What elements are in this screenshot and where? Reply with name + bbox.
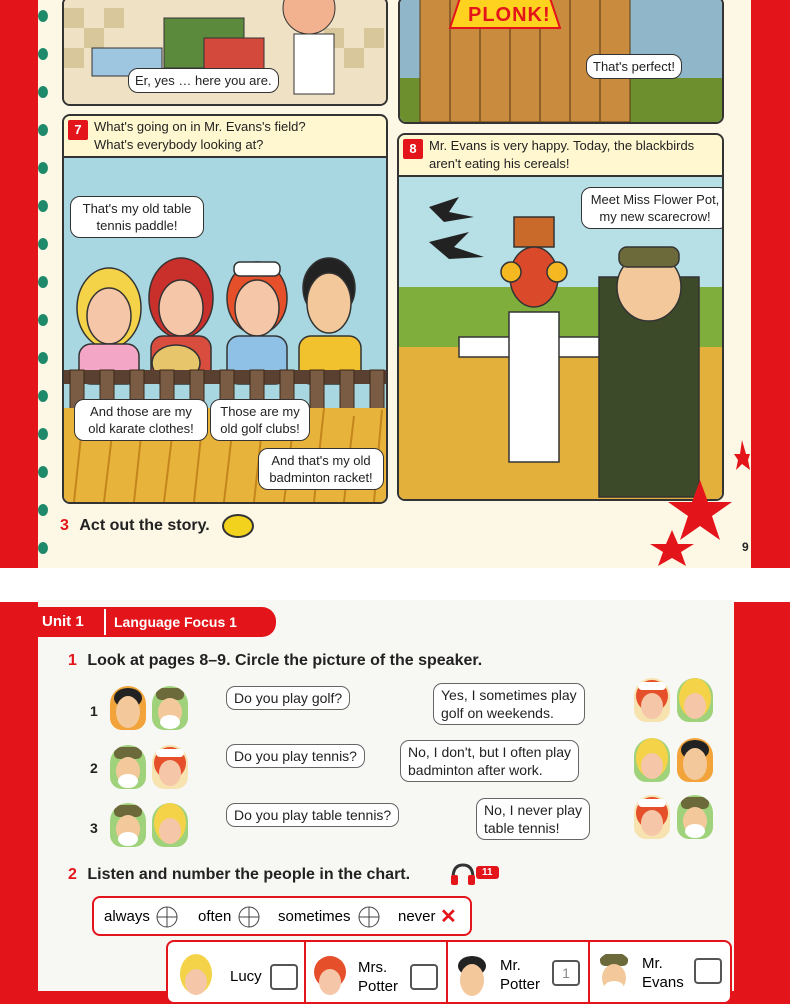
bubble-line: And that's my old	[271, 453, 371, 468]
legend-often-label: often	[198, 908, 232, 925]
avatar-lucy[interactable]	[677, 678, 713, 722]
chart-cell-mr-evans	[588, 942, 730, 1002]
page-gap	[0, 568, 790, 602]
avatar-mr-evans[interactable]	[110, 745, 146, 789]
panel-number: 8	[403, 139, 423, 159]
question-bubble: Do you play tennis?	[226, 744, 365, 768]
golf-speech-bubble	[210, 399, 310, 441]
ring-icon	[38, 200, 48, 212]
answer-box[interactable]: 1	[552, 960, 580, 986]
row-number: 2	[90, 760, 98, 776]
exercise2-instruction	[68, 866, 410, 884]
avatar-mrs-potter[interactable]	[634, 795, 670, 839]
name-line: Evans	[642, 974, 684, 991]
name-line: Mrs.	[358, 959, 388, 976]
exercise1-instruction	[68, 652, 482, 670]
chart-cell-mr-potter	[446, 942, 590, 1002]
avatar-mr-evans[interactable]	[110, 803, 146, 847]
question-bubble: Do you play golf?	[226, 686, 350, 710]
ring-icon	[38, 428, 48, 440]
comic-panel-6	[62, 0, 388, 106]
ring-icon	[38, 276, 48, 288]
badminton-speech-bubble	[258, 448, 384, 490]
person-name	[500, 956, 540, 994]
avatar-lucy[interactable]	[152, 803, 188, 847]
avatar-mr-evans[interactable]	[152, 686, 188, 730]
bubble-line: That's my old table	[82, 201, 192, 216]
panel7-caption	[64, 116, 386, 158]
answer-line: No, I never play	[484, 802, 583, 818]
answer-bubble	[433, 683, 585, 725]
avatar-lucy	[178, 954, 214, 998]
legend-sometimes-label: sometimes	[278, 908, 351, 925]
answer-bubble	[400, 740, 579, 782]
act-out-instruction	[60, 514, 254, 538]
perfect-speech-bubble: That's perfect!	[586, 54, 682, 79]
section-number: 3	[60, 517, 69, 535]
name-line: Mr.	[500, 957, 521, 974]
track-number-badge: 11	[476, 866, 499, 879]
ring-icon	[38, 314, 48, 326]
legend-always-label: always	[104, 908, 150, 925]
avatar-mr-potter	[454, 954, 490, 998]
instruction-text: Look at pages 8–9. Circle the picture of the speaker.	[87, 652, 483, 669]
circle-full-icon	[156, 906, 178, 928]
answer-line: badminton after work.	[408, 762, 543, 778]
people-chart	[166, 940, 732, 1004]
section-number: 1	[68, 652, 77, 669]
bubble-line: old golf clubs!	[220, 421, 300, 436]
karate-speech-bubble	[74, 399, 208, 441]
legend-never-label: never	[398, 908, 436, 925]
stars-decoration	[650, 440, 750, 570]
ring-icon	[38, 124, 48, 136]
ring-icon	[38, 542, 48, 554]
chart-cell-mrs-potter	[304, 942, 448, 1002]
header-divider	[104, 609, 106, 635]
answer-line: Yes, I sometimes play	[441, 687, 577, 703]
panel6-speech-bubble: Er, yes … here you are.	[128, 68, 279, 93]
circle-three-quarter-icon	[238, 906, 260, 928]
unit-header	[36, 607, 276, 637]
row-number: 1	[90, 703, 98, 719]
person-name	[642, 954, 684, 992]
answer-line: table tennis!	[484, 820, 560, 836]
unit-label: Unit 1	[42, 613, 84, 630]
person-name	[358, 958, 398, 996]
answer-line: golf on weekends.	[441, 705, 554, 721]
caption-line: Mr. Evans is very happy. Today, the blackbirds	[429, 138, 695, 153]
question-bubble: Do you play table tennis?	[226, 803, 399, 827]
bubble-line: And those are my	[90, 404, 192, 419]
bubble-line: Those are my	[220, 404, 300, 419]
headphones-icon[interactable]	[450, 862, 476, 886]
bubble-line: old karate clothes!	[88, 421, 194, 436]
avatar-mr-potter[interactable]	[110, 686, 146, 730]
comic-panel-shed	[398, 0, 724, 124]
ring-icon	[38, 466, 48, 478]
bubble-line: Meet Miss Flower Pot,	[590, 192, 720, 207]
answer-box[interactable]	[270, 964, 298, 990]
avatar-mrs-potter[interactable]	[634, 678, 670, 722]
comic-panel-7	[62, 114, 388, 504]
ring-icon	[38, 10, 48, 22]
ring-icon	[38, 390, 48, 402]
ring-icon	[38, 86, 48, 98]
ring-icon	[38, 352, 48, 364]
speech-bubble-icon	[222, 514, 254, 538]
ring-icon	[38, 48, 48, 60]
person-name: Lucy	[230, 968, 262, 985]
caption-line: What's going on in Mr. Evans's field?	[94, 119, 306, 134]
section-number: 2	[68, 866, 77, 883]
name-line: Potter	[358, 978, 399, 995]
chart-cell-lucy	[168, 942, 306, 1002]
caption-line: aren't eating his cereals!	[429, 156, 570, 171]
bubble-line: badminton racket!	[269, 470, 373, 485]
page-number: 9	[742, 540, 749, 554]
answer-line: No, I don't, but I often play	[408, 744, 571, 760]
focus-label: Language Focus 1	[114, 614, 237, 630]
instruction-text: Listen and number the people in the chart.	[87, 866, 411, 883]
answer-box[interactable]	[694, 958, 722, 984]
frequency-legend	[92, 896, 472, 936]
avatar-mr-potter[interactable]	[677, 738, 713, 782]
ring-icon	[38, 238, 48, 250]
bubble-line: tennis paddle!	[96, 218, 178, 233]
avatar-lucy[interactable]	[634, 738, 670, 782]
ring-icon	[38, 162, 48, 174]
panel-number: 7	[68, 120, 88, 140]
circle-half-icon	[358, 906, 380, 928]
avatar-mrs-potter	[312, 954, 348, 998]
scarecrow-speech-bubble	[581, 187, 724, 229]
answer-box[interactable]	[410, 964, 438, 990]
plonk-sound-effect: PLONK!	[468, 4, 551, 26]
bubble-line: my new scarecrow!	[599, 209, 711, 224]
name-line: Mr.	[642, 955, 663, 972]
name-line: Potter	[500, 976, 541, 993]
answer-bubble	[476, 798, 590, 840]
avatar-mrs-potter[interactable]	[152, 745, 188, 789]
row-number: 3	[90, 820, 98, 836]
caption-line: What's everybody looking at?	[94, 137, 264, 152]
avatar-mr-evans	[596, 952, 632, 996]
avatar-mr-evans[interactable]	[677, 795, 713, 839]
panel8-caption	[399, 135, 722, 177]
paddle-speech-bubble	[70, 196, 204, 238]
cross-icon: ✕	[440, 906, 457, 928]
ring-icon	[38, 504, 48, 516]
act-out-text: Act out the story.	[79, 517, 210, 535]
